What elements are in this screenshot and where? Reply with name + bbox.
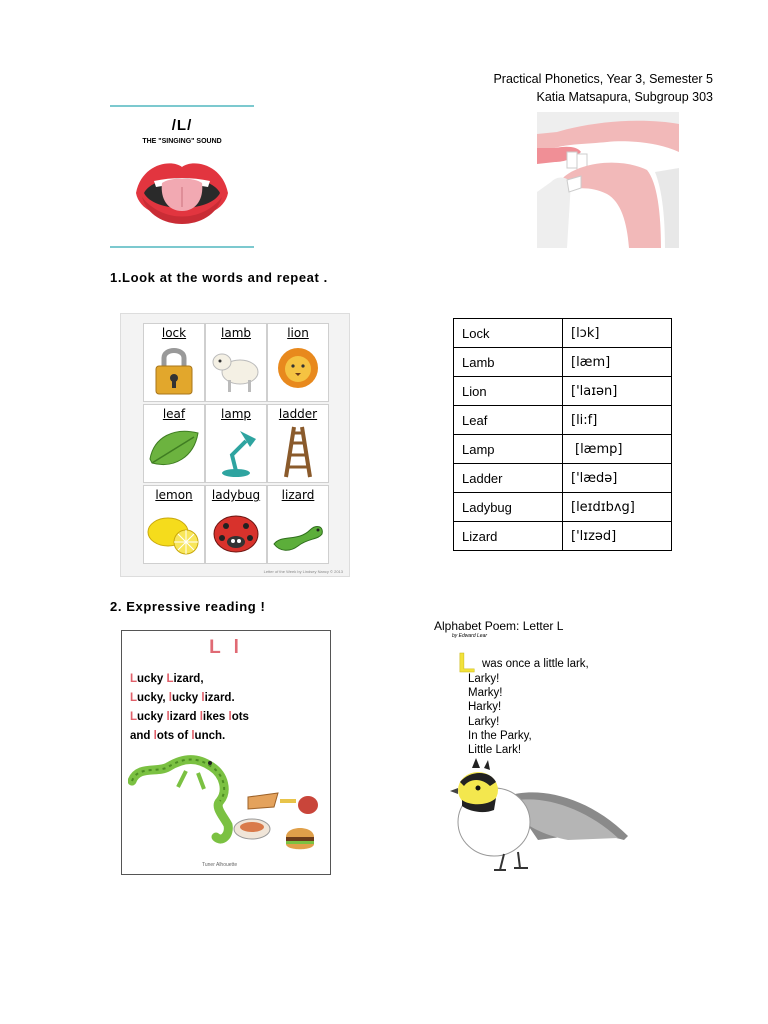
grid-cell-lamb [205, 323, 267, 402]
tongue-twister-card [121, 630, 331, 875]
card-bottom-rule [110, 246, 254, 248]
table-transcription: ['lædə] [563, 464, 672, 493]
grid-word-lizard: lizard [281, 488, 315, 502]
table-transcription: [lɔk] [563, 319, 672, 348]
poem-card-credit: Tuner Alhouette [202, 862, 238, 868]
section-1-heading: 1.Look at the words and repeat . [110, 270, 328, 285]
table-row [454, 522, 672, 551]
ladder-icon [268, 423, 328, 479]
grid-word-leaf: leaf [162, 407, 186, 421]
table-word: Lock [454, 319, 563, 348]
table-word: Lion [454, 377, 563, 406]
poem-card-line: Lucky lizard likes lots [130, 711, 249, 723]
table-row [454, 348, 672, 377]
grid-cell-lock [143, 323, 205, 402]
grid-credit: Letter of the Week by Lindsey Nancy © 2013 [263, 569, 343, 574]
sound-symbol: /L/ [171, 117, 193, 134]
transcription-table [453, 318, 672, 551]
alphabet-poem-initial: L [458, 647, 476, 678]
header-author-line: Katia Matsapura, Subgroup 303 [536, 90, 713, 104]
table-row [454, 464, 672, 493]
table-transcription: ['lɪzəd] [563, 522, 672, 551]
table-word: Lizard [454, 522, 563, 551]
grid-word-ladybug: ladybug [211, 488, 261, 502]
alphabet-poem-line: Little Lark! [468, 744, 522, 756]
table-row [454, 435, 672, 464]
grid-cell-leaf [143, 404, 205, 483]
lemon-icon [144, 504, 204, 560]
section-2-heading: 2. Expressive reading ! [110, 599, 266, 614]
alphabet-poem-line: In the Parky, [468, 730, 532, 742]
lion-icon [268, 342, 328, 398]
grid-word-ladder: ladder [278, 407, 318, 421]
poem-card-line: and lots of lunch. [130, 730, 226, 742]
leaf-icon [144, 423, 204, 479]
alphabet-poem-line: was once a little lark, [482, 658, 589, 670]
alphabet-poem-line: Marky! [468, 687, 503, 699]
mouth-tongue-illustration [132, 153, 232, 237]
grid-word-lion: lion [287, 326, 309, 340]
alphabet-poem-title: Alphabet Poem: Letter L [434, 619, 564, 633]
grid-word-lemon: lemon [155, 488, 193, 502]
table-word: Ladder [454, 464, 563, 493]
desk-lamp-icon [206, 423, 266, 479]
table-word: Ladybug [454, 493, 563, 522]
poem-card-line: Lucky Lizard, [130, 673, 204, 685]
table-row [454, 319, 672, 348]
padlock-icon [144, 342, 204, 398]
picture-grid [120, 313, 350, 577]
header-course-line: Practical Phonetics, Year 3, Semester 5 [493, 72, 713, 86]
lamb-icon [206, 342, 266, 398]
grid-word-lock: lock [161, 326, 187, 340]
grid-cell-lion [267, 323, 329, 402]
document-header [493, 70, 713, 106]
grid-cell-lamp [205, 404, 267, 483]
grid-cell-ladybug [205, 485, 267, 564]
table-transcription: [li:f] [563, 406, 672, 435]
table-word: Leaf [454, 406, 563, 435]
sound-card [110, 105, 254, 248]
grid-cell-lizard [267, 485, 329, 564]
lizard-icon [268, 504, 328, 560]
horned-lark-illustration [448, 756, 632, 876]
alphabet-poem-line: Harky! [468, 701, 502, 713]
grid-word-lamb: lamb [221, 326, 251, 340]
table-row [454, 406, 672, 435]
card-top-rule [110, 105, 254, 107]
table-row [454, 377, 672, 406]
poem-card-line: Lucky, lucky lizard. [130, 692, 235, 704]
oral-cavity-diagram [537, 112, 679, 248]
grid-word-lamp: lamp [221, 407, 251, 421]
grid-cell-lemon [143, 485, 205, 564]
table-transcription: [læmp] [563, 435, 672, 464]
sound-caption: THE "SINGING" SOUND [142, 138, 222, 145]
table-transcription: [læm] [563, 348, 672, 377]
poem-card-letters: L l [209, 637, 243, 658]
table-transcription: [leɪdɪbʌg] [563, 493, 672, 522]
table-word: Lamp [454, 435, 563, 464]
grid-cell-ladder [267, 404, 329, 483]
ladybug-icon [206, 504, 266, 560]
table-word: Lamb [454, 348, 563, 377]
alphabet-poem-line: Larky! [468, 673, 500, 685]
alphabet-poem-line: Larky! [468, 716, 500, 728]
alphabet-poem-author: by Edward Lear [452, 633, 488, 639]
lizard-lunch-illustration [128, 747, 324, 857]
table-transcription: ['laɪən] [563, 377, 672, 406]
table-row [454, 493, 672, 522]
